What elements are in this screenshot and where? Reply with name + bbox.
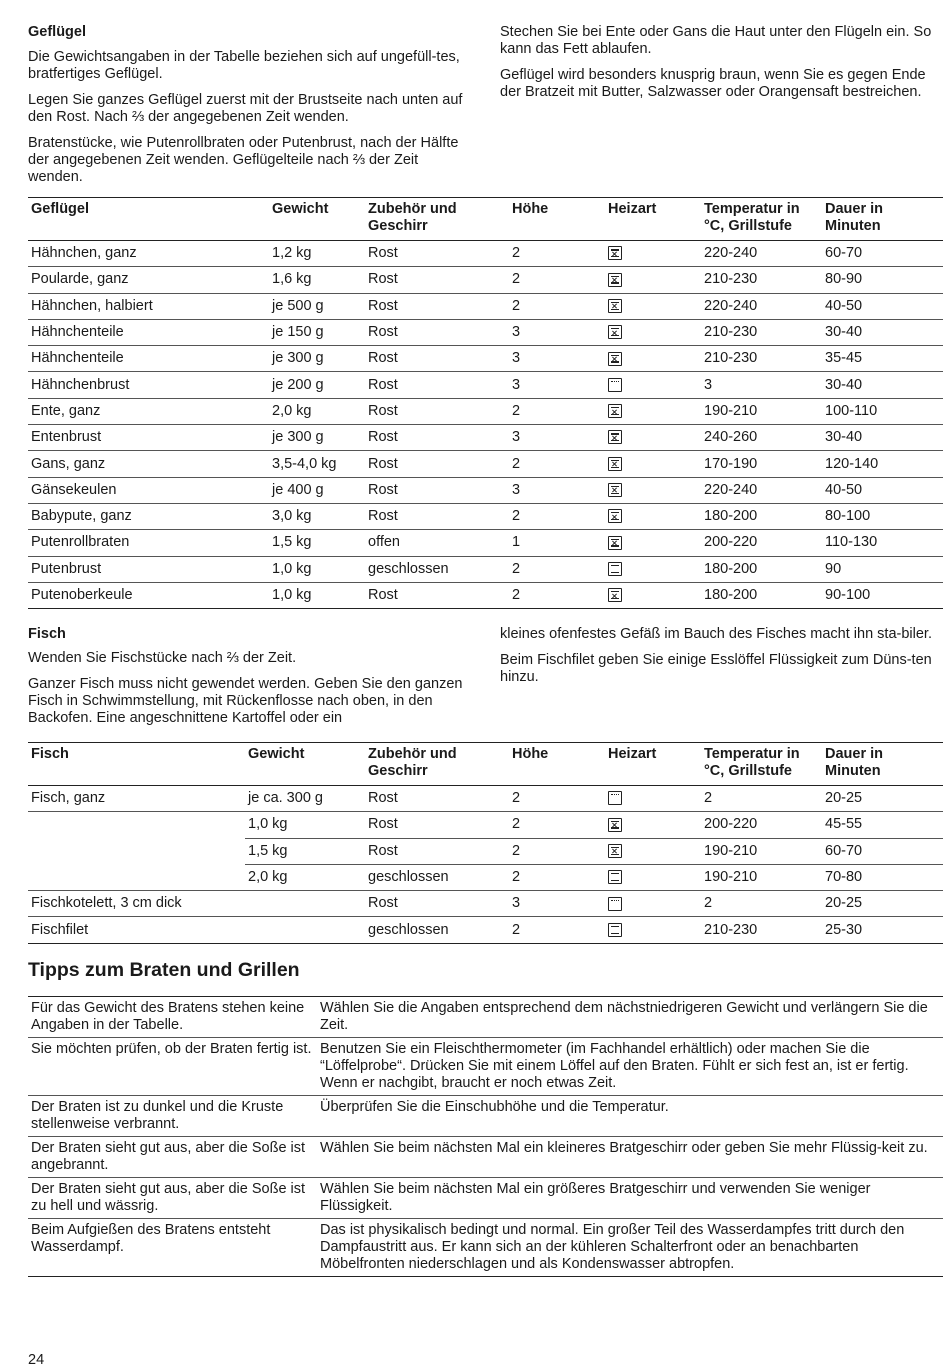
fisch-table bbox=[28, 742, 943, 944]
top-bottom-heat-icon bbox=[608, 870, 622, 884]
table-cell: Putenrollbraten bbox=[28, 530, 269, 556]
fan-grill-icon bbox=[608, 325, 622, 339]
heating-mode-cell bbox=[605, 864, 701, 890]
table-cell: 3 bbox=[509, 477, 605, 503]
heating-mode-cell bbox=[605, 372, 701, 398]
tipps-row bbox=[28, 997, 943, 1038]
table-cell: Hähnchenteile bbox=[28, 346, 269, 372]
table-cell: 80-100 bbox=[822, 503, 943, 529]
table-cell: Rost bbox=[365, 891, 509, 917]
tipps-solution: Überprüfen Sie die Einschubhöhe und die Temperatur. bbox=[317, 1096, 943, 1137]
table-cell: 190-210 bbox=[701, 398, 822, 424]
table-cell: 35-45 bbox=[822, 346, 943, 372]
fan-grill-icon bbox=[608, 246, 622, 260]
tipps-row bbox=[28, 1137, 943, 1178]
tipps-row bbox=[28, 1178, 943, 1219]
column-header: Dauer in Minuten bbox=[822, 743, 943, 786]
fan-grill-icon bbox=[608, 404, 622, 418]
gefluegel-table bbox=[28, 197, 943, 609]
fisch-intro-left bbox=[28, 626, 474, 736]
table-cell: Rost bbox=[365, 582, 509, 608]
table-cell bbox=[28, 812, 245, 838]
table-cell: 30-40 bbox=[822, 372, 943, 398]
table-cell: Fischkotelett, 3 cm dick bbox=[28, 891, 245, 917]
column-header: Zubehör und Geschirr bbox=[365, 198, 509, 241]
table-cell: geschlossen bbox=[365, 917, 509, 943]
column-header: Heizart bbox=[605, 198, 701, 241]
table-cell: Entenbrust bbox=[28, 425, 269, 451]
fisch-paragraph: Wenden Sie Fischstücke nach ⅔ der Zeit. bbox=[28, 650, 297, 666]
table-cell: je 300 g bbox=[269, 425, 365, 451]
fisch-intro-right bbox=[500, 626, 942, 695]
table-cell: 1,2 kg bbox=[269, 241, 365, 267]
tipps-problem: Der Braten sieht gut aus, aber die Soße ist angebrannt. bbox=[28, 1137, 317, 1178]
table-row bbox=[28, 319, 943, 345]
table-row bbox=[28, 891, 943, 917]
table-row bbox=[28, 812, 943, 838]
fan-grill-icon bbox=[608, 818, 622, 832]
column-header: Gewicht bbox=[245, 743, 365, 786]
heating-mode-cell bbox=[605, 398, 701, 424]
table-cell: Fischfilet bbox=[28, 917, 245, 943]
table-cell: 3 bbox=[509, 891, 605, 917]
table-cell: 220-240 bbox=[701, 241, 822, 267]
table-cell: 3 bbox=[509, 372, 605, 398]
table-cell: Rost bbox=[365, 812, 509, 838]
table-cell: 2 bbox=[509, 786, 605, 812]
table-cell: Gans, ganz bbox=[28, 451, 269, 477]
heating-mode-cell bbox=[605, 917, 701, 943]
table-cell bbox=[28, 838, 245, 864]
table-cell: Putenoberkeule bbox=[28, 582, 269, 608]
table-cell: 2 bbox=[509, 451, 605, 477]
table-cell: 25-30 bbox=[822, 917, 943, 943]
table-cell: Putenbrust bbox=[28, 556, 269, 582]
heating-mode-cell bbox=[605, 319, 701, 345]
table-cell: 1,5 kg bbox=[245, 838, 365, 864]
table-cell: je ca. 300 g bbox=[245, 786, 365, 812]
tipps-problem: Für das Gewicht des Bratens stehen keine Angaben in der Tabelle. bbox=[28, 997, 317, 1038]
column-header: Heizart bbox=[605, 743, 701, 786]
table-cell: 20-25 bbox=[822, 891, 943, 917]
table-row bbox=[28, 293, 943, 319]
table-cell: Rost bbox=[365, 838, 509, 864]
table-cell: je 500 g bbox=[269, 293, 365, 319]
table-cell: Babypute, ganz bbox=[28, 503, 269, 529]
heating-mode-cell bbox=[605, 786, 701, 812]
table-row bbox=[28, 503, 943, 529]
grill-icon bbox=[608, 791, 622, 805]
fan-grill-icon bbox=[608, 536, 622, 550]
table-cell: je 150 g bbox=[269, 319, 365, 345]
table-row bbox=[28, 451, 943, 477]
heating-mode-cell bbox=[605, 451, 701, 477]
table-cell: 180-200 bbox=[701, 556, 822, 582]
gefluegel-intro-right bbox=[500, 24, 942, 110]
table-cell: Rost bbox=[365, 786, 509, 812]
table-cell: 100-110 bbox=[822, 398, 943, 424]
table-cell: 120-140 bbox=[822, 451, 943, 477]
table-cell: 2,0 kg bbox=[245, 864, 365, 890]
table-cell: 1,0 kg bbox=[269, 582, 365, 608]
table-row bbox=[28, 917, 943, 943]
column-header: Geflügel bbox=[28, 198, 269, 241]
table-cell: 1,5 kg bbox=[269, 530, 365, 556]
fan-grill-icon bbox=[608, 273, 622, 287]
table-cell: 240-260 bbox=[701, 425, 822, 451]
fan-grill-icon bbox=[608, 844, 622, 858]
column-header: Fisch bbox=[28, 743, 245, 786]
table-cell: 2 bbox=[509, 864, 605, 890]
table-cell: Ente, ganz bbox=[28, 398, 269, 424]
table-cell: Rost bbox=[365, 346, 509, 372]
fan-grill-icon bbox=[608, 430, 622, 444]
gefluegel-paragraph: Stechen Sie bei Ente oder Gans die Haut unter den Flügeln ein. So kann das Fett ablaufen. bbox=[500, 24, 932, 57]
table-cell: 90 bbox=[822, 556, 943, 582]
table-cell: Rost bbox=[365, 425, 509, 451]
table-cell: 210-230 bbox=[701, 319, 822, 345]
grill-icon bbox=[608, 897, 622, 911]
heating-mode-cell bbox=[605, 425, 701, 451]
table-cell bbox=[245, 917, 365, 943]
tipps-solution: Wählen Sie die Angaben entsprechend dem nächstniedrigeren Gewicht und verlängern Sie die Zeit. bbox=[317, 997, 943, 1038]
table-cell: 2 bbox=[509, 917, 605, 943]
table-cell: 3 bbox=[509, 346, 605, 372]
tipps-solution: Wählen Sie beim nächsten Mal ein kleineres Bratgeschirr oder geben Sie mehr Flüssig-keit zu. bbox=[317, 1137, 943, 1178]
table-cell: 2 bbox=[509, 293, 605, 319]
table-cell: Rost bbox=[365, 241, 509, 267]
tipps-row bbox=[28, 1038, 943, 1096]
heating-mode-cell bbox=[605, 530, 701, 556]
table-cell: Rost bbox=[365, 319, 509, 345]
gefluegel-paragraph: Bratenstücke, wie Putenrollbraten oder Putenbrust, nach der Hälfte der angegebenen Zeit wenden. Geflügelteile nach ⅔ der Zeit wenden. bbox=[28, 135, 459, 185]
heating-mode-cell bbox=[605, 346, 701, 372]
table-cell: 190-210 bbox=[701, 864, 822, 890]
table-header-row bbox=[28, 743, 943, 786]
table-cell: Rost bbox=[365, 267, 509, 293]
column-header: Dauer in Minuten bbox=[822, 198, 943, 241]
table-row bbox=[28, 372, 943, 398]
page-number: 24 bbox=[28, 1352, 45, 1368]
fan-grill-icon bbox=[608, 588, 622, 602]
table-cell: Hähnchenbrust bbox=[28, 372, 269, 398]
table-cell: je 400 g bbox=[269, 477, 365, 503]
fan-grill-icon bbox=[608, 483, 622, 497]
tipps-problem: Der Braten ist zu dunkel und die Kruste stellenweise verbrannt. bbox=[28, 1096, 317, 1137]
tipps-solution: Das ist physikalisch bedingt und normal. Ein großer Teil des Wasserdampfes tritt durch den Dampfaustritt aus. Er kann sich an der kühleren Schalterfront oder an benachbarten Möbelfronten niederschlagen und als Kondenswasser abtropfen. bbox=[317, 1219, 943, 1277]
table-cell: Rost bbox=[365, 477, 509, 503]
fan-grill-icon bbox=[608, 299, 622, 313]
top-bottom-heat-icon bbox=[608, 923, 622, 937]
column-header: Höhe bbox=[509, 198, 605, 241]
table-cell: 1,0 kg bbox=[245, 812, 365, 838]
tipps-solution: Wählen Sie beim nächsten Mal ein größeres Bratgeschirr und verwenden Sie weniger Flüssigkeit. bbox=[317, 1178, 943, 1219]
heating-mode-cell bbox=[605, 241, 701, 267]
fan-grill-icon bbox=[608, 352, 622, 366]
tipps-problem: Sie möchten prüfen, ob der Braten fertig ist. bbox=[28, 1038, 317, 1096]
tipps-problem: Beim Aufgießen des Bratens entsteht Wasserdampf. bbox=[28, 1219, 317, 1277]
top-bottom-heat-icon bbox=[608, 562, 622, 576]
table-cell: 2 bbox=[509, 582, 605, 608]
heating-mode-cell bbox=[605, 891, 701, 917]
table-cell: 3,5-4,0 kg bbox=[269, 451, 365, 477]
table-cell: 40-50 bbox=[822, 477, 943, 503]
fisch-paragraph: kleines ofenfestes Gefäß im Bauch des Fisches macht ihn sta-biler. bbox=[500, 626, 932, 642]
table-cell: 2 bbox=[701, 786, 822, 812]
table-cell: 60-70 bbox=[822, 241, 943, 267]
table-cell: 3,0 kg bbox=[269, 503, 365, 529]
gefluegel-paragraph: Die Gewichtsangaben in der Tabelle beziehen sich auf ungefüll-tes, bratfertiges Geflügel. bbox=[28, 49, 460, 82]
table-cell: Fisch, ganz bbox=[28, 786, 245, 812]
table-cell: 40-50 bbox=[822, 293, 943, 319]
gefluegel-intro-left bbox=[28, 24, 474, 195]
tipps-table bbox=[28, 996, 943, 1277]
table-cell: 3 bbox=[509, 319, 605, 345]
table-cell: Gänsekeulen bbox=[28, 477, 269, 503]
column-header: Höhe bbox=[509, 743, 605, 786]
table-cell: geschlossen bbox=[365, 864, 509, 890]
table-cell: 2 bbox=[509, 838, 605, 864]
table-row bbox=[28, 477, 943, 503]
column-header: Zubehör und Geschirr bbox=[365, 743, 509, 786]
table-cell: 2 bbox=[509, 241, 605, 267]
table-cell: 2 bbox=[509, 556, 605, 582]
table-row bbox=[28, 267, 943, 293]
table-cell: 1 bbox=[509, 530, 605, 556]
heating-mode-cell bbox=[605, 477, 701, 503]
table-cell: 200-220 bbox=[701, 812, 822, 838]
heating-mode-cell bbox=[605, 838, 701, 864]
table-cell: 210-230 bbox=[701, 917, 822, 943]
tipps-row bbox=[28, 1096, 943, 1137]
table-cell: 2 bbox=[509, 812, 605, 838]
table-cell: 3 bbox=[701, 372, 822, 398]
table-row bbox=[28, 838, 943, 864]
table-cell: geschlossen bbox=[365, 556, 509, 582]
table-cell: offen bbox=[365, 530, 509, 556]
table-header-row bbox=[28, 198, 943, 241]
table-cell: 60-70 bbox=[822, 838, 943, 864]
table-cell bbox=[245, 891, 365, 917]
table-row bbox=[28, 398, 943, 424]
tipps-heading: Tipps zum Braten und Grillen bbox=[28, 959, 300, 981]
table-cell: 80-90 bbox=[822, 267, 943, 293]
table-cell: je 300 g bbox=[269, 346, 365, 372]
table-cell: 180-200 bbox=[701, 503, 822, 529]
table-cell: Rost bbox=[365, 503, 509, 529]
column-header: Gewicht bbox=[269, 198, 365, 241]
table-row bbox=[28, 241, 943, 267]
table-cell: Poularde, ganz bbox=[28, 267, 269, 293]
gefluegel-paragraph: Geflügel wird besonders knusprig braun, wenn Sie es gegen Ende der Bratzeit mit Butter, Salzwasser oder Orangensaft bestreichen. bbox=[500, 67, 926, 100]
table-cell: 2 bbox=[509, 503, 605, 529]
table-cell: 30-40 bbox=[822, 425, 943, 451]
table-cell: 2 bbox=[701, 891, 822, 917]
table-cell: Hähnchenteile bbox=[28, 319, 269, 345]
table-cell: 2 bbox=[509, 267, 605, 293]
column-header: Temperatur in °C, Grillstufe bbox=[701, 198, 822, 241]
heating-mode-cell bbox=[605, 293, 701, 319]
table-cell: Hähnchen, ganz bbox=[28, 241, 269, 267]
table-cell: 180-200 bbox=[701, 582, 822, 608]
tipps-problem: Der Braten sieht gut aus, aber die Soße ist zu hell und wässrig. bbox=[28, 1178, 317, 1219]
table-row bbox=[28, 786, 943, 812]
table-row bbox=[28, 864, 943, 890]
table-cell: 20-25 bbox=[822, 786, 943, 812]
table-cell: 70-80 bbox=[822, 864, 943, 890]
table-row bbox=[28, 425, 943, 451]
heating-mode-cell bbox=[605, 582, 701, 608]
table-cell: 45-55 bbox=[822, 812, 943, 838]
table-cell: 90-100 bbox=[822, 582, 943, 608]
table-cell: 210-230 bbox=[701, 346, 822, 372]
fan-grill-icon bbox=[608, 457, 622, 471]
table-row bbox=[28, 556, 943, 582]
column-header: Temperatur in °C, Grillstufe bbox=[701, 743, 822, 786]
table-cell: 110-130 bbox=[822, 530, 943, 556]
table-cell: 2 bbox=[509, 398, 605, 424]
table-cell: je 200 g bbox=[269, 372, 365, 398]
table-cell: Rost bbox=[365, 372, 509, 398]
table-cell: 2,0 kg bbox=[269, 398, 365, 424]
table-cell: Hähnchen, halbiert bbox=[28, 293, 269, 319]
table-row bbox=[28, 582, 943, 608]
heating-mode-cell bbox=[605, 556, 701, 582]
heating-mode-cell bbox=[605, 267, 701, 293]
table-cell: 210-230 bbox=[701, 267, 822, 293]
grill-icon bbox=[608, 378, 622, 392]
table-cell: Rost bbox=[365, 293, 509, 319]
table-cell: Rost bbox=[365, 451, 509, 477]
heating-mode-cell bbox=[605, 503, 701, 529]
table-cell: 3 bbox=[509, 425, 605, 451]
table-cell: 170-190 bbox=[701, 451, 822, 477]
table-cell: Rost bbox=[365, 398, 509, 424]
fisch-paragraph: Ganzer Fisch muss nicht gewendet werden. Geben Sie den ganzen Fisch in Schwimmstellung, mit Rückenflosse nach oben, in den Backofen. Eine angeschnittene Kartoffel oder ein bbox=[28, 676, 463, 726]
table-cell: 30-40 bbox=[822, 319, 943, 345]
fisch-heading: Fisch bbox=[28, 626, 66, 642]
gefluegel-paragraph: Legen Sie ganzes Geflügel zuerst mit der Brustseite nach unten auf den Rost. Nach ⅔ der angegebenen Zeit wenden. bbox=[28, 92, 463, 125]
fan-grill-icon bbox=[608, 509, 622, 523]
table-cell: 1,0 kg bbox=[269, 556, 365, 582]
table-cell: 1,6 kg bbox=[269, 267, 365, 293]
table-cell: 190-210 bbox=[701, 838, 822, 864]
table-cell: 220-240 bbox=[701, 477, 822, 503]
table-cell: 220-240 bbox=[701, 293, 822, 319]
heating-mode-cell bbox=[605, 812, 701, 838]
tipps-solution: Benutzen Sie ein Fleischthermometer (im Fachhandel erhältlich) oder machen Sie die “Löffelprobe“. Drücken Sie mit einem Löffel auf den Braten. Fühlt er sich fest an, ist er fertig. Wenn er nachgibt, braucht er noch etwas Zeit. bbox=[317, 1038, 943, 1096]
table-cell: 200-220 bbox=[701, 530, 822, 556]
table-cell bbox=[28, 864, 245, 890]
fisch-paragraph: Beim Fischfilet geben Sie einige Esslöffel Flüssigkeit zum Düns-ten hinzu. bbox=[500, 652, 932, 685]
table-row bbox=[28, 346, 943, 372]
table-row bbox=[28, 530, 943, 556]
gefluegel-heading: Geflügel bbox=[28, 24, 87, 40]
tipps-row bbox=[28, 1219, 943, 1277]
